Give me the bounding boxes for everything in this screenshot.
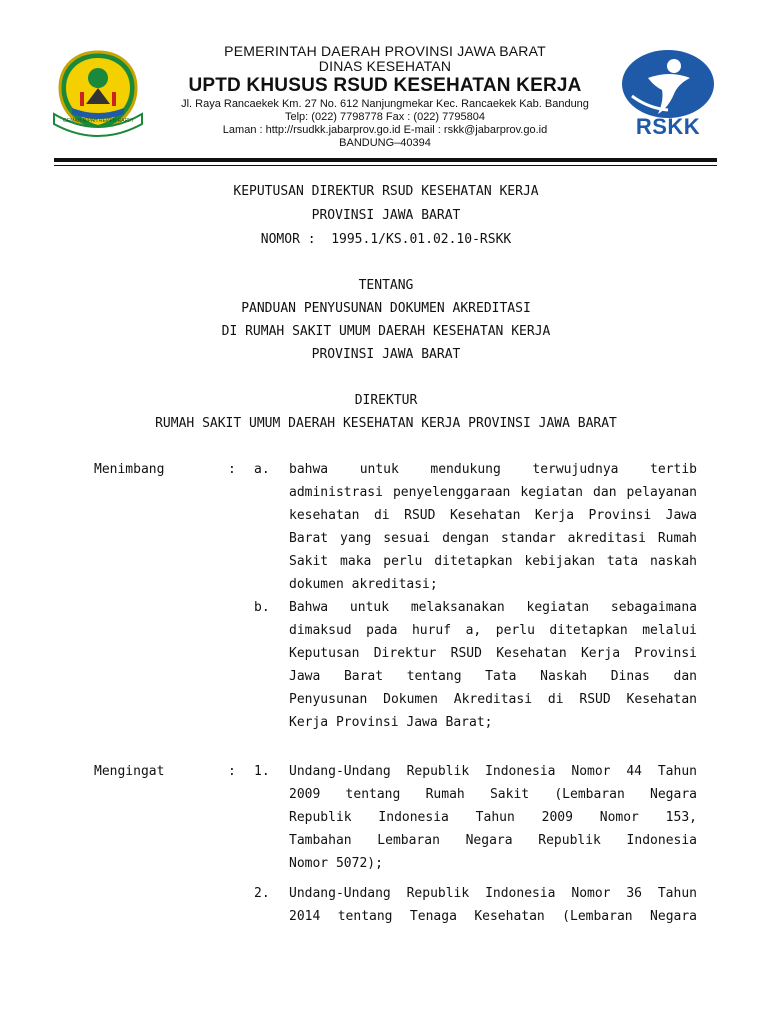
hospital-heading: RUMAH SAKIT UMUM DAERAH KESEHATAN KERJA PROVINSI JAWA BARAT xyxy=(155,416,617,431)
remembering-item-mark: 2. xyxy=(254,886,270,901)
emblem-ribbon-text: GEMAH RIPAH REPEH RAPIH xyxy=(63,118,133,124)
paragraph-line: Penyusunan Dokumen Akreditasi di RSUD Kesehatan xyxy=(289,692,697,707)
paragraph-line: Jawa Barat tentang Tata Naskah Dinas dan xyxy=(289,669,697,684)
decree-title: KEPUTUSAN DIREKTUR RSUD KESEHATAN KERJA xyxy=(233,184,539,199)
paragraph-line: 2014 tentang Tenaga Kesehatan (Lembaran Negara xyxy=(289,909,697,924)
west-java-emblem-logo xyxy=(50,48,146,138)
letterhead xyxy=(0,0,768,170)
paragraph-line: Bahwa untuk melaksanakan kegiatan sebagaimana xyxy=(289,600,697,615)
paragraph-line: kesehatan di RSUD Kesehatan Kerja Provinsi Jawa xyxy=(289,508,697,523)
considering-item-mark: b. xyxy=(254,600,270,615)
paragraph-line: Undang-Undang Republik Indonesia Nomor 44 Tahun xyxy=(289,764,697,779)
paragraph-line: dimaksud pada huruf a, perlu ditetapkan melalui xyxy=(289,623,697,638)
subject-line-3: PROVINSI JAWA BARAT xyxy=(311,347,461,362)
letterhead-text xyxy=(140,44,630,150)
paragraph-line: 2009 tentang Rumah Sakit (Lembaran Negara xyxy=(289,787,697,802)
agency-name: DINAS KESEHATAN xyxy=(318,58,452,74)
paragraph-line: Keputusan Direktur RSUD Kesehatan Kerja Provinsi xyxy=(289,646,697,661)
paragraph-line: Sakit maka perlu ditetapkan kebijakan tata naskah xyxy=(289,554,697,569)
considering-label: Menimbang xyxy=(94,462,165,477)
director-heading: DIREKTUR xyxy=(354,393,418,408)
paragraph-line: Nomor 5072); xyxy=(289,856,383,871)
considering-item-b xyxy=(289,596,697,734)
web-email-line: Laman : http://rsudkk.jabarprov.go.id E-mail : rskk@jabarprov.go.id xyxy=(222,124,548,136)
government-name: PEMERINTAH DAERAH PROVINSI JAWA BARAT xyxy=(224,43,546,59)
considering-item-a xyxy=(289,458,697,596)
paragraph-line: bahwa untuk mendukung terwujudnya tertib xyxy=(289,462,697,477)
city-postal-line: BANDUNG–40394 xyxy=(339,137,431,149)
subject-line-1: PANDUAN PENYUSUNAN DOKUMEN AKREDITASI xyxy=(241,301,531,316)
decree-title-province: PROVINSI JAWA BARAT xyxy=(311,208,461,223)
address-line: Jl. Raya Rancaekek Km. 27 No. 612 Nanjungmekar Kec. Rancaekek Kab. Bandung xyxy=(181,98,589,110)
remembering-item-2 xyxy=(289,882,697,928)
paragraph-line: Tambahan Lembaran Negara Republik Indonesia xyxy=(289,833,697,848)
paragraph-line: administrasi penyelenggaraan kegiatan dan pelayanan xyxy=(289,485,697,500)
remembering-item-1 xyxy=(289,760,697,875)
paragraph-line: Undang-Undang Republik Indonesia Nomor 36 Tahun xyxy=(289,886,697,901)
remembering-item-mark: 1. xyxy=(254,764,270,779)
considering-item-mark: a. xyxy=(254,462,270,477)
about-heading: TENTANG xyxy=(358,278,414,293)
letterhead-rule-thin xyxy=(54,165,717,166)
paragraph-line: Kerja Provinsi Jawa Barat; xyxy=(289,715,493,730)
considering-colon: : xyxy=(228,462,236,477)
paragraph-line: Barat yang sesuai dengan standar akreditasi Rumah xyxy=(289,531,697,546)
paragraph-line: dokumen akreditasi; xyxy=(289,577,438,592)
institution-title: UPTD KHUSUS RSUD KESEHATAN KERJA xyxy=(188,75,582,96)
phone-line: Telp: (022) 7798778 Fax : (022) 7795804 xyxy=(285,111,485,123)
rskk-logo-text: RSKK xyxy=(635,114,701,139)
letterhead-rule-thick xyxy=(54,158,717,162)
subject-line-2: DI RUMAH SAKIT UMUM DAERAH KESEHATAN KERJA xyxy=(221,324,551,339)
remembering-label: Mengingat xyxy=(94,764,165,779)
remembering-colon: : xyxy=(228,764,236,779)
paragraph-line: Republik Indonesia Tahun 2009 Nomor 153, xyxy=(289,810,697,825)
decree-number: NOMOR : 1995.1/KS.01.02.10-RSKK xyxy=(260,232,512,247)
